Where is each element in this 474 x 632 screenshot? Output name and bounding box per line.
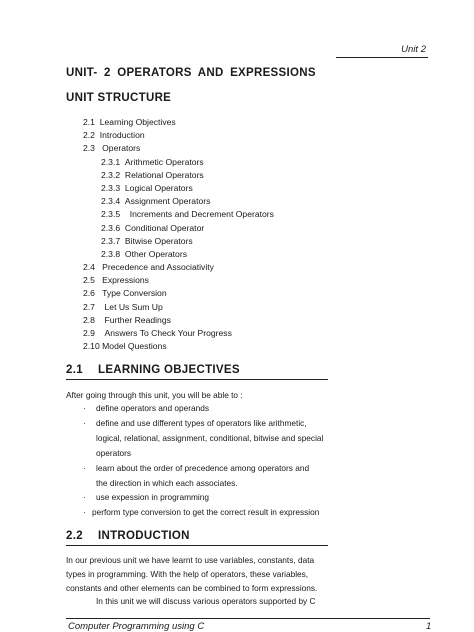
- toc-item: 2.6 Type Conversion: [83, 288, 167, 299]
- toc-item: 2.10 Model Questions: [83, 341, 167, 352]
- toc-item: 2.5 Expressions: [83, 275, 149, 286]
- list-item: · define operators and operands: [66, 401, 330, 416]
- header-rule: [336, 57, 428, 58]
- table-of-contents: [83, 116, 274, 353]
- list-item: · define and use different types of operators like arithmetic, logical, relational, assignment, conditional, bitwise and special operators: [83, 417, 324, 458]
- section-title: LEARNING OBJECTIVES: [98, 364, 240, 376]
- section-number: 2.1: [66, 364, 83, 376]
- bullet-dot: ·: [83, 462, 86, 473]
- toc-subitem: 2.3.6 Conditional Operator: [101, 222, 205, 233]
- footer-rule: [66, 618, 430, 619]
- toc-item: 2.4 Precedence and Associativity: [83, 262, 214, 273]
- bullet-dot: ·: [83, 507, 86, 518]
- toc-subitem: 2.3.2 Relational Operators: [101, 169, 204, 180]
- toc-subitem: 2.3.1 Arithmetic Operators: [101, 156, 204, 167]
- objectives-list: [66, 401, 330, 520]
- toc-item: 2.3 Operators: [83, 143, 141, 154]
- section-title: INTRODUCTION: [98, 530, 190, 542]
- toc-item: 2.2 Introduction: [83, 130, 145, 141]
- list-item: · learn about the order of precedence among operators and the direction in which each associates.: [83, 462, 310, 488]
- toc-subitem: 2.3.8 Other Operators: [101, 248, 187, 259]
- section-heading-learning-objectives: [66, 364, 328, 380]
- toc-subitem: 2.3.5 Increments and Decrement Operators: [101, 209, 274, 220]
- toc-item: 2.9 Answers To Check Your Progress: [83, 328, 232, 338]
- toc-subitem: 2.3.4 Assignment Operators: [101, 196, 211, 207]
- list-item: · use expession in programming: [66, 490, 330, 505]
- bullet-dot: ·: [83, 403, 86, 413]
- toc-subitem: 2.3.3 Logical Operators: [101, 182, 193, 193]
- section-heading-introduction: [66, 530, 328, 546]
- running-head: Unit 2: [401, 44, 426, 55]
- toc-subitem: 2.3.7 Bitwise Operators: [101, 235, 193, 246]
- bullet-dot: ·: [83, 417, 86, 428]
- toc-item: 2.8 Further Readings: [83, 314, 171, 325]
- unit-title: UNIT- 2 OPERATORS AND EXPRESSIONS: [66, 67, 316, 79]
- page-number: 1: [426, 621, 432, 632]
- bullet-dot: ·: [83, 492, 86, 503]
- toc-item: 2.7 Let Us Sum Up: [83, 301, 163, 312]
- objectives-intro: After going through this unit, you will be able to :: [66, 390, 243, 400]
- list-item: · perform type conversion to get the correct result in expression: [66, 505, 330, 520]
- section-number: 2.2: [66, 530, 83, 542]
- footer-book-title: Computer Programming using C: [68, 621, 205, 632]
- toc-item: 2.1 Learning Objectives: [83, 117, 176, 127]
- unit-structure-heading: UNIT STRUCTURE: [66, 92, 172, 104]
- introduction-paragraph: In our previous unit we have learnt to use variables, constants, data types in programming. With the help of operators, these variables, constants and other elements can be combined to form expressions. In this unit we will discuss various operators supported by C: [66, 555, 318, 607]
